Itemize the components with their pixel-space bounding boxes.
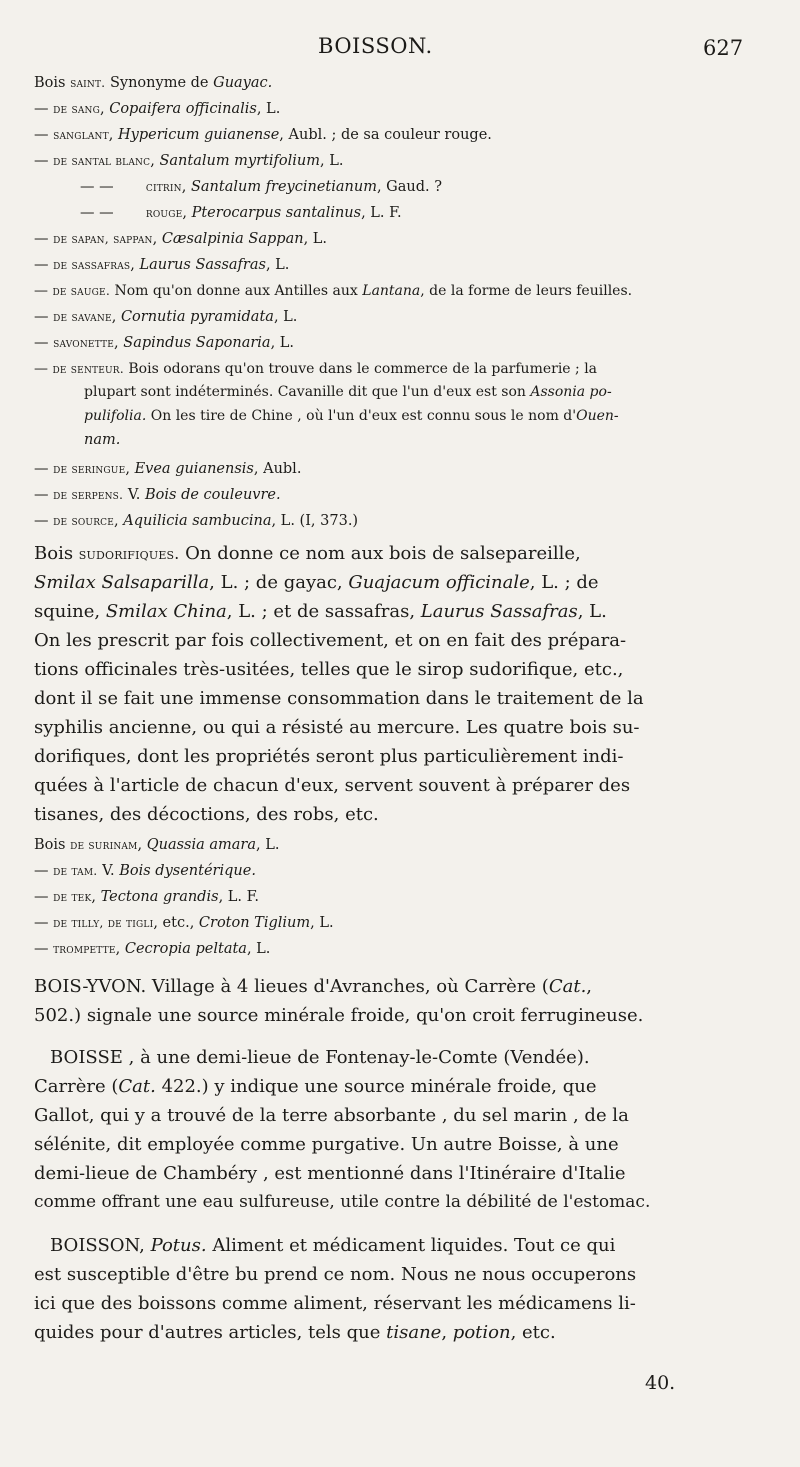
paragraph-line: BOISSON, Potus. Aliment et médicament liquides. Tout ce qui xyxy=(50,1235,616,1256)
entry-senteur-line: — de senteur. Bois odorans qu'on trouve dans le commerce de la parfumerie ; la xyxy=(34,361,598,377)
entry-senteur-line: pulifolia. On les tire de Chine , où l'un d'eux est connu sous le nom d'Ouen- xyxy=(84,408,619,424)
paragraph-line: Carrère (Cat. 422.) y indique une source minérale froide, que xyxy=(34,1076,597,1097)
entry-line: — savonette, Sapindus Saponaria, L. xyxy=(34,335,295,351)
entry-line: — de sassafras, Laurus Sassafras, L. xyxy=(34,257,290,273)
paragraph-line: syphilis ancienne, ou qui a résisté au mercure. Les quatre bois su- xyxy=(34,717,640,738)
paragraph-line: quides pour d'autres articles, tels que tisane, potion, etc. xyxy=(34,1322,556,1343)
paragraph-line: BOISSE , à une demi-lieue de Fontenay-le-Comte (Vendée). xyxy=(50,1047,590,1068)
paragraph-line: dorifiques, dont les propriétés seront plus particulièrement indi- xyxy=(34,746,624,767)
paragraph-line: quées à l'article de chacun d'eux, servent souvent à préparer des xyxy=(34,775,631,796)
paragraph-line: BOIS-YVON. Village à 4 lieues d'Avranches, où Carrère (Cat., xyxy=(34,976,593,997)
entry-line: Bois saint. Synonyme de Guayac. xyxy=(34,75,273,91)
paragraph-line: squine, Smilax China, L. ; et de sassafras, Laurus Sassafras, L. xyxy=(34,601,607,622)
entry-line: — de tilly, de tigli, etc., Croton Tiglium, L. xyxy=(34,915,334,931)
paragraph-line: comme offrant une eau sulfureuse, utile contre la débilité de l'estomac. xyxy=(34,1192,651,1212)
entry-line: — de tam. V. Bois dysentérique. xyxy=(34,863,256,879)
entry-line: — trompette, Cecropia peltata, L. xyxy=(34,941,271,957)
entry-line: Bois de surinam, Quassia amara, L. xyxy=(34,837,280,853)
page-header xyxy=(0,34,800,68)
paragraph-line: dont il se fait une immense consommation dans le traitement de la xyxy=(34,688,644,709)
paragraph-line: Gallot, qui y a trouvé de la terre absorbante , du sel marin , de la xyxy=(34,1105,629,1126)
paragraph-line: Bois sudorifiques. On donne ce nom aux bois de salsepareille, xyxy=(34,543,581,564)
paragraph-line: tions officinales très-usitées, telles que le sirop sudorifique, etc., xyxy=(34,659,624,680)
entry-line: — — citrin, Santalum freycinetianum, Gaud. ? xyxy=(80,179,443,195)
paragraph-line: 502.) signale une source minérale froide, qu'on croit ferrugineuse. xyxy=(34,1005,644,1026)
running-title: BOISSON. xyxy=(318,34,433,58)
entry-line: — de santal blanc, Santalum myrtifolium, L. xyxy=(34,153,344,169)
paragraph-line: sélénite, dit employée comme purgative. Un autre Boisse, à une xyxy=(34,1134,619,1155)
signature-mark: 40. xyxy=(645,1372,676,1394)
paragraph-line: demi-lieue de Chambéry , est mentionné dans l'Itinéraire d'Italie xyxy=(34,1163,626,1184)
entry-senteur-line: plupart sont indéterminés. Cavanille dit que l'un d'eux est son Assonia po- xyxy=(84,384,612,400)
entry-line: — de source, Aquilicia sambucina, L. (I, 373.) xyxy=(34,513,359,529)
paragraph-line: est susceptible d'être bu prend ce nom. Nous ne nous occuperons xyxy=(34,1264,637,1285)
entry-line: — — rouge, Pterocarpus santalinus, L. F. xyxy=(80,205,402,221)
entry-line: — de serpens. V. Bois de couleuvre. xyxy=(34,487,281,503)
paragraph-line: On les prescrit par fois collectivement, et on en fait des prépara- xyxy=(34,630,627,651)
entry-line: — de seringue, Evea guianensis, Aubl. xyxy=(34,461,302,477)
paragraph-line: tisanes, des décoctions, des robs, etc. xyxy=(34,804,379,825)
entry-line: — de sauge. Nom qu'on donne aux Antilles aux Lantana, de la forme de leurs feuilles. xyxy=(34,283,633,299)
entry-line: — de savane, Cornutia pyramidata, L. xyxy=(34,309,298,325)
entry-line: — de sapan, sappan, Cæsalpinia Sappan, L. xyxy=(34,231,328,247)
paragraph-line: Smilax Salsaparilla, L. ; de gayac, Guajacum officinale, L. ; de xyxy=(34,572,599,593)
entry-line: — de sang, Copaifera officinalis, L. xyxy=(34,101,281,117)
page-number: 627 xyxy=(703,36,744,60)
entry-line: — de tek, Tectona grandis, L. F. xyxy=(34,889,260,905)
entry-line: — sanglant, Hypericum guianense, Aubl. ; de sa couleur rouge. xyxy=(34,127,492,143)
entry-senteur-line: nam. xyxy=(84,432,121,448)
paragraph-line: ici que des boissons comme aliment, réservant les médicamens li- xyxy=(34,1293,636,1314)
